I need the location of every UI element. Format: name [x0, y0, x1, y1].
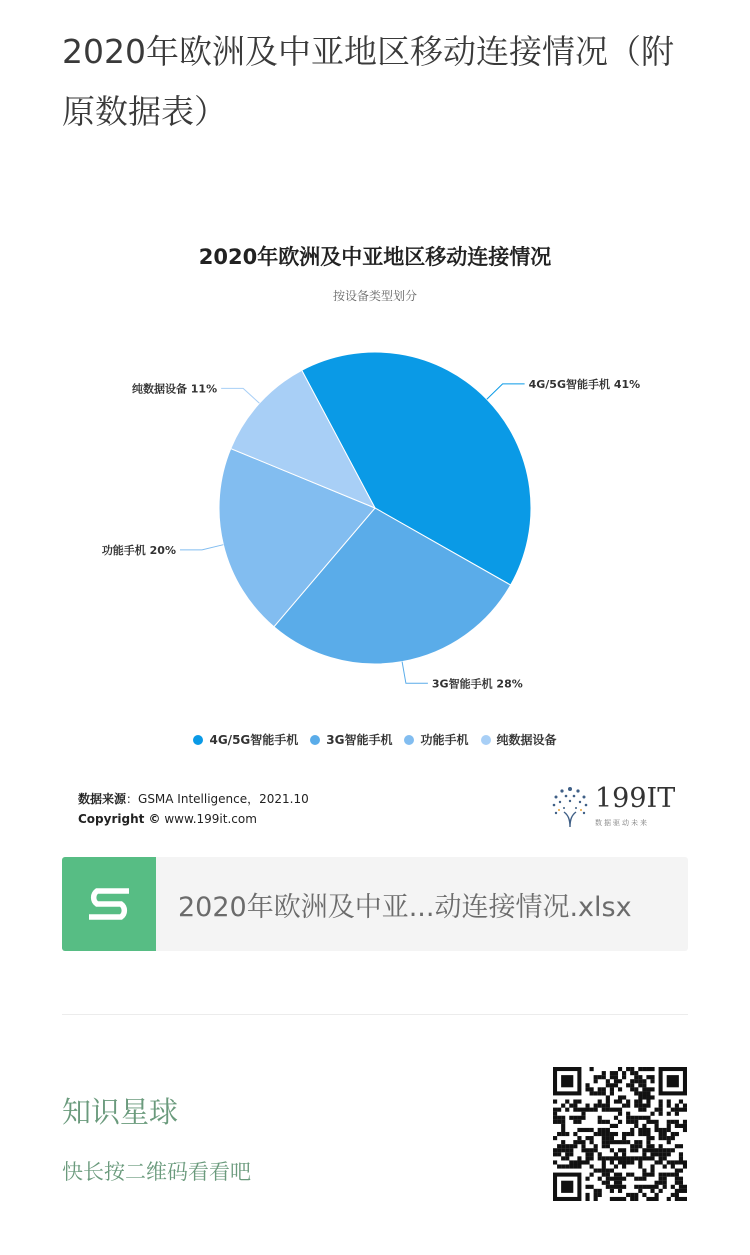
dandelion-logo-icon [550, 783, 590, 829]
brand-name: 199IT [595, 783, 676, 814]
chart-image [60, 215, 690, 845]
chart-legend [60, 731, 690, 748]
promo-title: 知识星球 [62, 1095, 179, 1129]
slice-leader-line [221, 388, 259, 403]
legend-dot [481, 735, 491, 745]
legend-item [310, 731, 392, 748]
legend-dot [310, 735, 320, 745]
source-label: 数据来源 [78, 792, 127, 806]
legend-label: 3G智能手机 [326, 733, 393, 747]
source-note [78, 789, 309, 829]
slice-leader-line [487, 384, 525, 399]
chart-subtitle: 按设备类型划分 [332, 289, 417, 303]
chart-title: 2020年欧洲及中亚地区移动连接情况 [198, 245, 552, 269]
qr-code-icon[interactable] [553, 1067, 687, 1201]
slice-label: 功能手机 20% [101, 543, 176, 557]
divider [62, 1014, 688, 1015]
legend-item [481, 731, 557, 748]
file-name: 2020年欧洲及中亚...动连接情况.xlsx [178, 891, 632, 923]
promo-subtitle: 快长按二维码看看吧 [62, 1160, 251, 1184]
copyright-label: Copyright © [78, 812, 161, 826]
legend-dot [193, 735, 203, 745]
spreadsheet-s-icon [62, 857, 156, 951]
pie-chart [60, 215, 690, 735]
legend-item [193, 731, 298, 748]
slice-label: 4G/5G智能手机 41% [528, 377, 641, 391]
brand-logo [550, 783, 680, 831]
slice-leader-line [402, 662, 428, 684]
source-text: ：GSMA Intelligence，2021.10 [126, 792, 309, 806]
legend-label: 纯数据设备 [496, 733, 557, 747]
slice-label: 3G智能手机 28% [431, 677, 523, 691]
legend-dot [404, 735, 414, 745]
legend-label: 功能手机 [420, 733, 469, 747]
brand-tagline: 数据驱动未来 [595, 819, 649, 827]
legend-label: 4G/5G智能手机 [209, 733, 299, 747]
slice-leader-line [180, 545, 223, 550]
legend-item [404, 731, 468, 748]
article-title: 2020年欧洲及中亚地区移动连接情况（附原数据表） [62, 32, 674, 131]
copyright-site: www.199it.com [160, 812, 257, 826]
file-attachment[interactable] [62, 857, 688, 951]
slice-label: 纯数据设备 11% [131, 382, 218, 396]
